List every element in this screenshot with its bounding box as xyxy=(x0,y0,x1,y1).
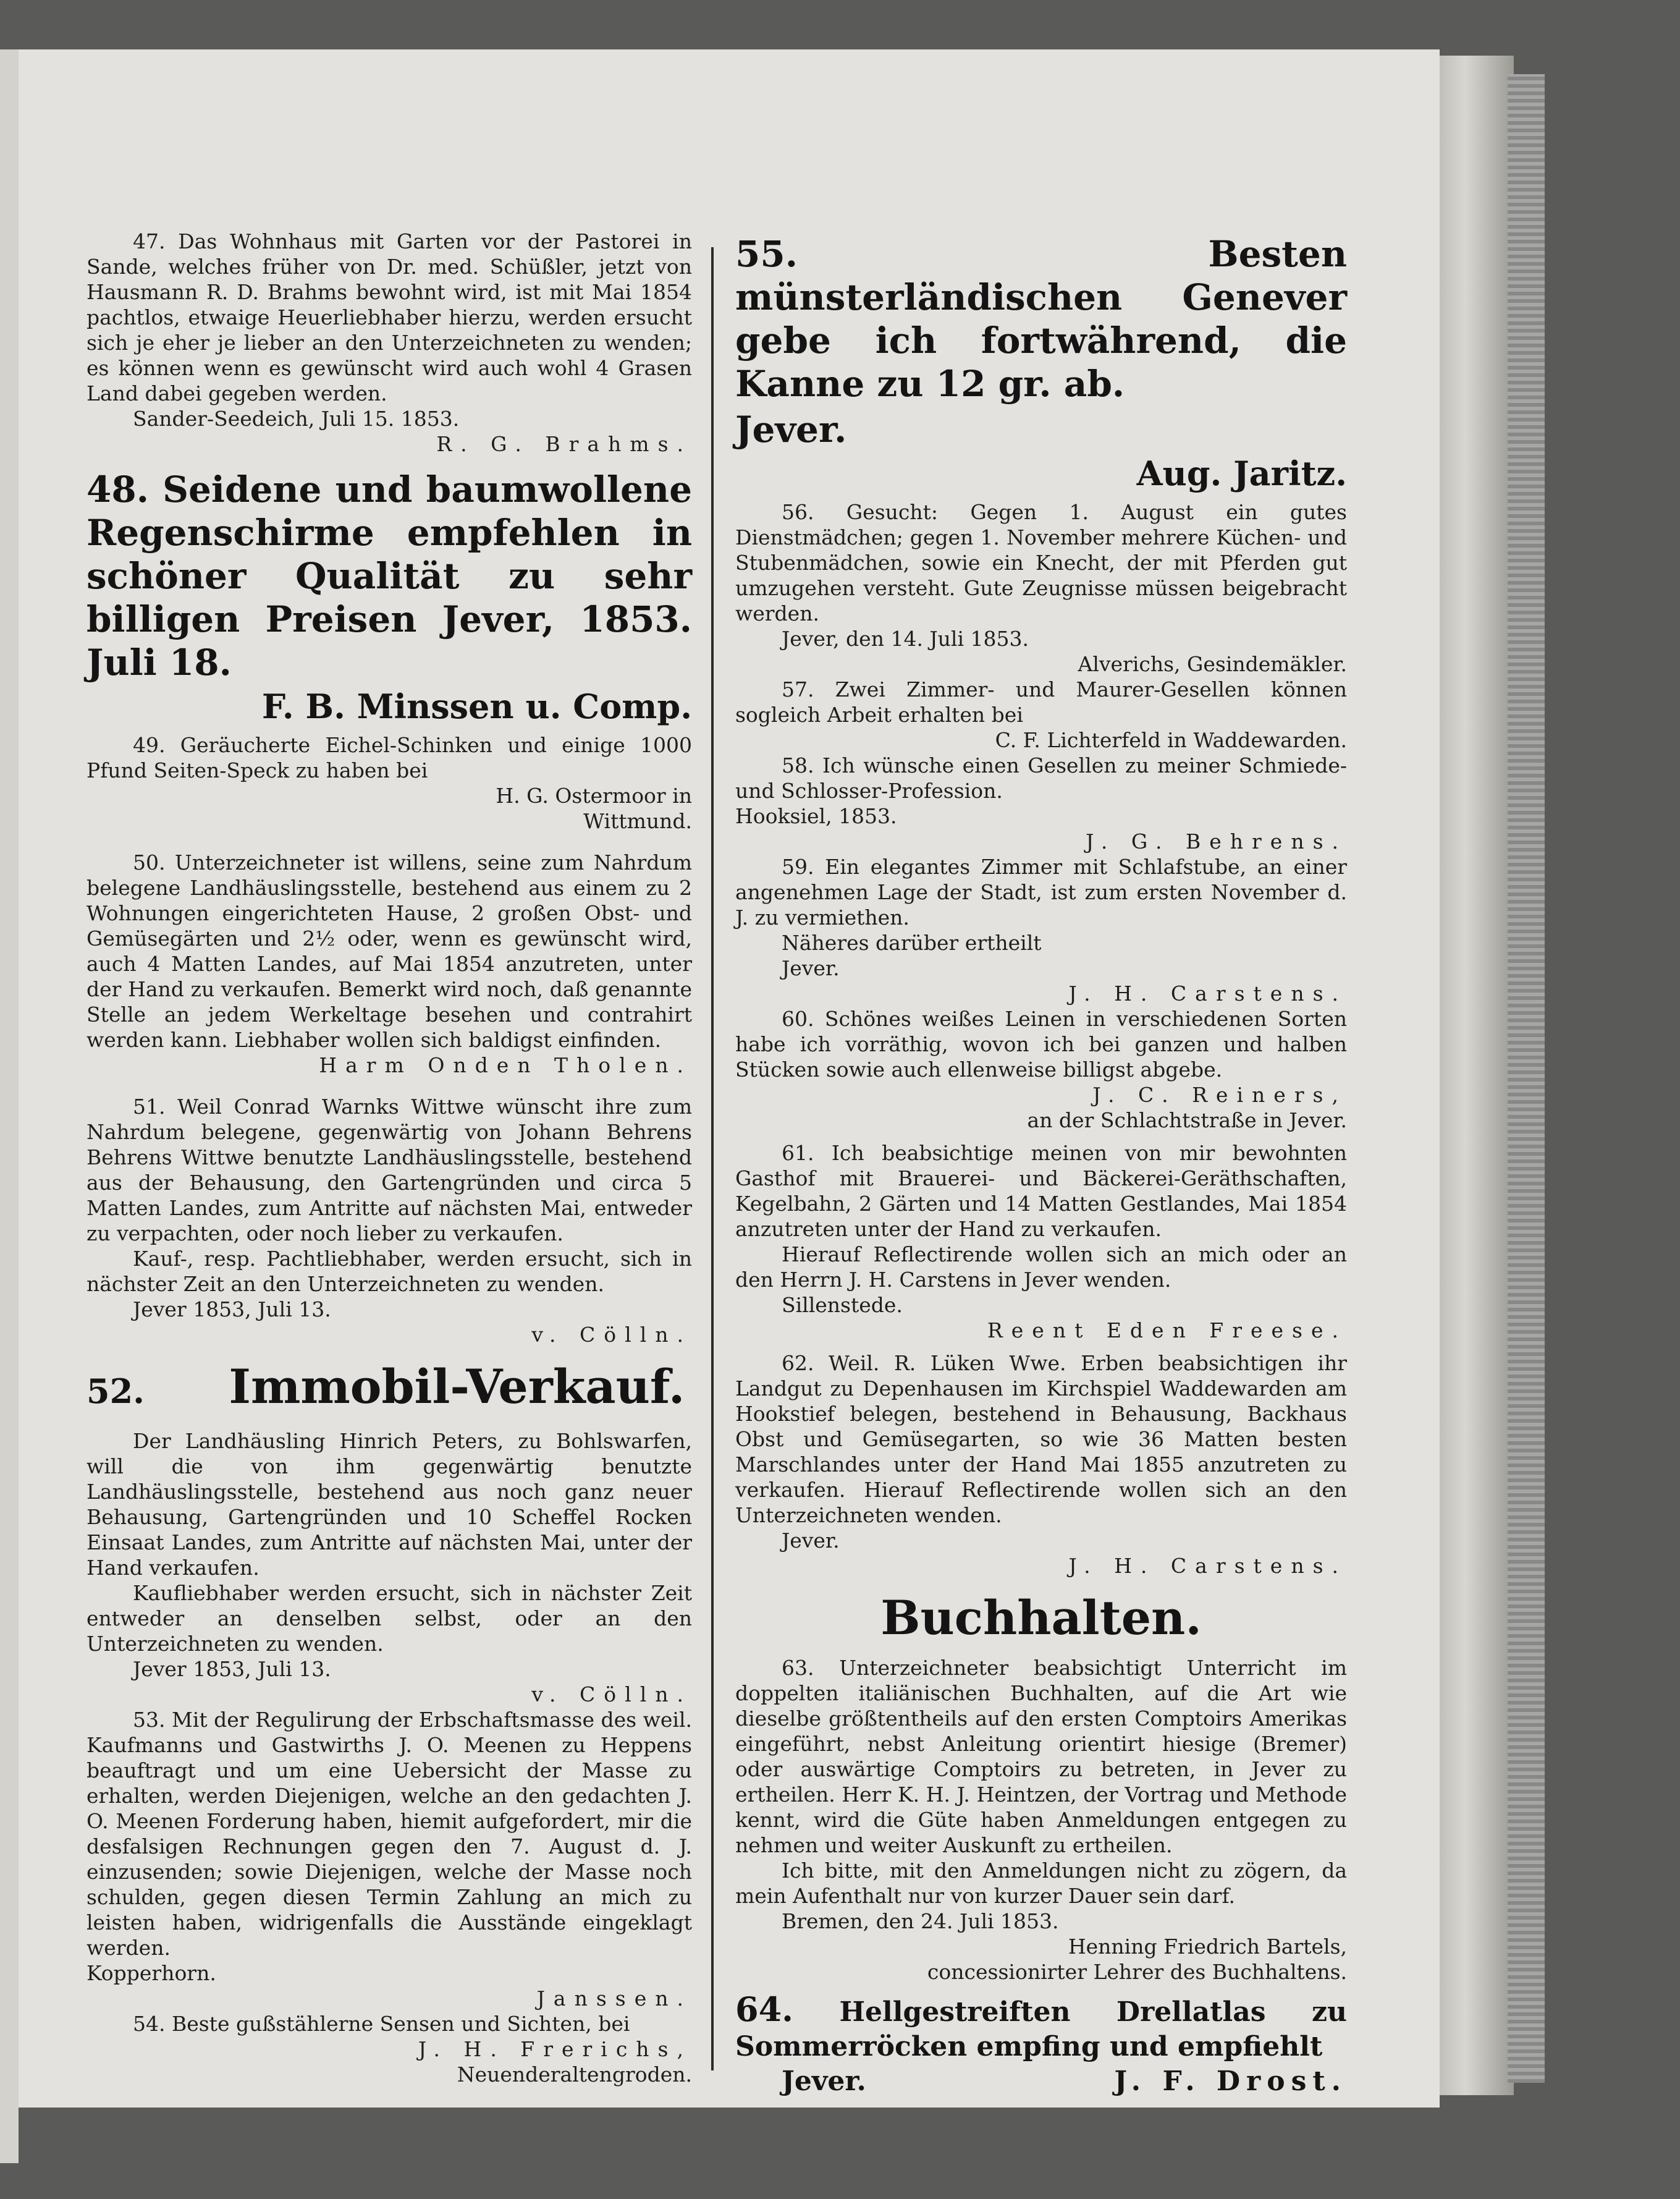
ad-51-signature: v. Cölln. xyxy=(531,1323,692,1347)
ad-52-signature: v. Cölln. xyxy=(531,1682,692,1706)
ad-58-place: Hooksiel, 1853. xyxy=(735,804,897,828)
ad-64-place: Jever. xyxy=(782,2066,866,2097)
ad-48-heading: 48. Seidene und baumwollene Regenschirme empfehlen in schöner Qualität zu sehr billigen Preisen Jever, 1853. Juli 18. xyxy=(87,468,692,684)
ad-51-text-2: Kauf-, resp. Pachtliebhaber, werden ersucht, sich in nächster Zeit an den Unterzeichneten zu wenden. xyxy=(87,1247,692,1296)
ad-57-signature: C. F. Lichterfeld in Waddewarden. xyxy=(995,728,1347,752)
ad-53-text: 53. Mit der Regulirung der Erbschaftsmasse des weil. Kaufmanns und Gastwirths J. O. Meenen zu Heppens beauftragt und um eine Uebersicht der Masse zu erhalten, werden Diejenigen, welche an den gedachten J. O. Meenen Forderung haben, hiemit aufgefordert, mir die desfalsigen Rechnungen gegen den 7. August d. J. einzusenden; sowie Diejenigen, welche der Masse noch schulden, gegen diesen Termin Zahlung an mich zu leisten haben, widrigenfalls die Ausstände eingeklagt werden. xyxy=(87,1708,692,1960)
book-cover-edge xyxy=(1508,74,1545,2083)
ad-60-signature: J. C. Reiners, xyxy=(1092,1083,1347,1107)
ad-63-place: Bremen, den 24. Juli 1853. xyxy=(782,1909,1059,1933)
ad-61-place: Sillenstede. xyxy=(782,1293,903,1317)
ad-59-text-2: Näheres darüber ertheilt xyxy=(782,931,1042,955)
ad-63-title-line: concessionirter Lehrer des Buchhaltens. xyxy=(927,1960,1347,1984)
ad-54-location: Neuenderaltengroden. xyxy=(457,2062,692,2087)
book-page-edges xyxy=(1433,56,1514,2095)
ad-52-number: 52. xyxy=(87,1371,145,1411)
ad-61-signature: Reent Eden Freese. xyxy=(987,1318,1347,1342)
left-column xyxy=(87,229,692,2087)
ad-58-text: 58. Ich wünsche einen Gesellen zu meiner Schmiede- und Schlosser-Profession. xyxy=(735,753,1347,803)
column-divider xyxy=(711,247,714,2070)
ad-55-signature: Aug. Jaritz. xyxy=(1136,454,1347,493)
ad-51-place: Jever 1853, Juli 13. xyxy=(133,1297,331,1321)
ad-49-signature: H. G. Ostermoor in xyxy=(496,784,692,808)
ad-47-text: 47. Das Wohnhaus mit Garten vor der Pastorei in Sande, welches früher von Dr. med. Schüßler, jetzt von Hausmann R. D. Brahms bewohnt wird, ist mit Mai 1854 pachtlos, etwaige Heuerliebhaber hierzu, werden ersucht sich je eher je lieber an den Unterzeichneten zu wenden; es können wenn es gewünscht wird auch wohl 4 Grasen Land dabei gegeben werden. xyxy=(87,229,692,405)
newspaper-page xyxy=(19,49,1440,2108)
right-column xyxy=(735,229,1347,2099)
ad-64-footer xyxy=(735,2064,1347,2099)
ad-60-location: an der Schlachtstraße in Jever. xyxy=(1027,1108,1347,1132)
ad-49-text: 49. Geräucherte Eichel-Schinken und einige 1000 Pfund Seiten-Speck zu haben bei xyxy=(87,733,692,782)
ad-61-text: 61. Ich beabsichtige meinen von mir bewohnten Gasthof mit Brauerei- und Bäckerei-Geräthschaften, Kegelbahn, 2 Gärten und 14 Matten Gestlandes, Mai 1854 anzutreten unter der Hand zu verkaufen. xyxy=(735,1141,1347,1241)
ad-54-text: 54. Beste gußstählerne Sensen und Sichten, bei xyxy=(133,2012,630,2036)
ad-62-text: 62. Weil. R. Lüken Wwe. Erben beabsichtigen ihr Landgut zu Depenhausen im Kirchspiel Waddewarden am Hookstief belegen, bestehend in Behausung, Backhaus Obst und Gemüsegarten, so wie 36 Matten besten Marschlandes unter der Hand Mai 1855 anzutreten zu verkaufen. Hierauf Reflectirende wollen sich an den Unterzeichneten wenden. xyxy=(735,1351,1347,1527)
ad-51-text: 51. Weil Conrad Warnks Wittwe wünscht ihre zum Nahrdum belegene, gegenwärtig von Johann Behrens Behrens Wittwe benutzte Landhäuslingsstelle, bestehend aus der Behausung, den Gartengründen und circa 5 Matten Landes, zum Antritte auf nächsten Mai, entweder zu verpachten, oder noch lieber zu verkaufen. xyxy=(87,1095,692,1245)
ad-63-heading: Buchhalten. xyxy=(880,1590,1202,1645)
ad-52-title: Immobil-Verkauf. xyxy=(229,1359,685,1414)
ad-62-place: Jever. xyxy=(782,1528,840,1553)
ad-59-signature: J. H. Carstens. xyxy=(1068,981,1347,1006)
ad-55-heading: 55. Besten münsterländischen Genever gebe ich fortwährend, die Kanne zu 12 gr. ab. xyxy=(735,233,1347,405)
ad-64-signature: J. F. Drost. xyxy=(1114,2066,1347,2097)
ad-63-signature: Henning Friedrich Bartels, xyxy=(1068,1934,1347,1959)
ad-61-text-2: Hierauf Reflectirende wollen sich an mich oder an den Herrn J. H. Carstens in Jever wenden. xyxy=(735,1242,1347,1292)
ad-63-text-2: Ich bitte, mit den Anmeldungen nicht zu zögern, da mein Aufenthalt nur von kurzer Dauer sein darf. xyxy=(735,1858,1347,1908)
ad-54-signature: J. H. Frerichs, xyxy=(418,2037,692,2061)
ad-64-text xyxy=(735,1989,1347,2064)
ad-64-body: Hellgestreiften Drellatlas zu Sommerröcken empfing und empfiehlt xyxy=(735,1996,1347,2062)
ad-62-signature: J. H. Carstens. xyxy=(1068,1554,1347,1578)
ad-53-signature: Janssen. xyxy=(536,1986,692,2010)
ad-52-place: Jever 1853, Juli 13. xyxy=(133,1657,331,1681)
ad-56-text: 56. Gesucht: Gegen 1. August ein gutes Dienstmädchen; gegen 1. November mehrere Küchen- und Stubenmädchen, sowie ein Knecht, der mit Pferden gut umzugehen versteht. Gute Zeugnisse müssen beigebracht werden. xyxy=(735,500,1347,625)
ad-59-place: Jever. xyxy=(782,956,840,980)
ad-56-place: Jever, den 14. Juli 1853. xyxy=(782,627,1029,651)
ad-48-signature: F. B. Minssen u. Comp. xyxy=(261,687,692,726)
ad-59-text: 59. Ein elegantes Zimmer mit Schlafstube, an einer angenehmen Lage der Stadt, ist zum ersten November d. J. zu vermiethen. xyxy=(735,855,1347,930)
previous-page-edge xyxy=(0,49,19,2163)
ad-47-place: Sander-Seedeich, Juli 15. 1853. xyxy=(133,407,460,431)
ad-49-location: Wittmund. xyxy=(583,809,692,833)
ad-64-number: 64. xyxy=(735,1989,793,2029)
ad-52-text: Der Landhäusling Hinrich Peters, zu Bohlswarfen, will die von ihm gegenwärtig benutzte Landhäuslingsstelle, bestehend aus noch ganz neuer Behausung, Gartengründen und 10 Scheffel Rocken Einsaat Landes, zum Antritte auf nächsten Mai, unter der Hand verkaufen. xyxy=(87,1429,692,1580)
ad-47-signature: R. G. Brahms. xyxy=(436,432,692,456)
ad-55-place: Jever. xyxy=(735,409,847,451)
ad-52-heading xyxy=(87,1357,692,1421)
ad-50-text: 50. Unterzeichneter ist willens, seine zum Nahrdum belegene Landhäuslingsstelle, bestehend aus einem zu 2 Wohnungen eingerichteten Hause, 2 großen Obst- und Gemüsegärten und 2½ oder, wenn es gewünscht wird, auch 4 Matten Landes, auf Mai 1854 anzutreten, unter der Hand zu verkaufen. Bemerkt wird noch, daß genannte Stelle an jedem Werkeltage besehen und contrahirt werden kann. Liebhaber wollen sich baldigst einfinden. xyxy=(87,850,692,1052)
ad-50-signature: Harm Onden Tholen. xyxy=(319,1053,692,1077)
ad-57-text: 57. Zwei Zimmer- und Maurer-Gesellen können sogleich Arbeit erhalten bei xyxy=(735,677,1347,727)
ad-53-place: Kopperhorn. xyxy=(87,1961,216,1985)
ad-52-text-2: Kaufliebhaber werden ersucht, sich in nächster Zeit entweder an denselben selbst, oder an den Unterzeichneten zu wenden. xyxy=(87,1581,692,1656)
ad-58-signature: J. G. Behrens. xyxy=(1086,829,1347,854)
ad-56-signature: Alverichs, Gesindemäkler. xyxy=(1078,652,1347,676)
ad-63-text: 63. Unterzeichneter beabsichtigt Unterricht im doppelten italiänischen Buchhalten, auf die Art wie dieselbe größtentheils auf den ersten Comptoirs Amerikas eingeführt, nebst Anleitung orientirt hiesige (Bremer) oder auswärtige Comptoirs zu betreten, in Jever zu ertheilen. Herr K. H. J. Heintzen, der Vortrag und Methode kennt, wird die Güte haben Anmeldungen entgegen zu nehmen und weiter Auskunft zu ertheilen. xyxy=(735,1656,1347,1857)
ad-60-text: 60. Schönes weißes Leinen in verschiedenen Sorten habe ich vorräthig, wovon ich bei ganzen und halben Stücken sowie auch ellenweise billigst abgebe. xyxy=(735,1007,1347,1082)
